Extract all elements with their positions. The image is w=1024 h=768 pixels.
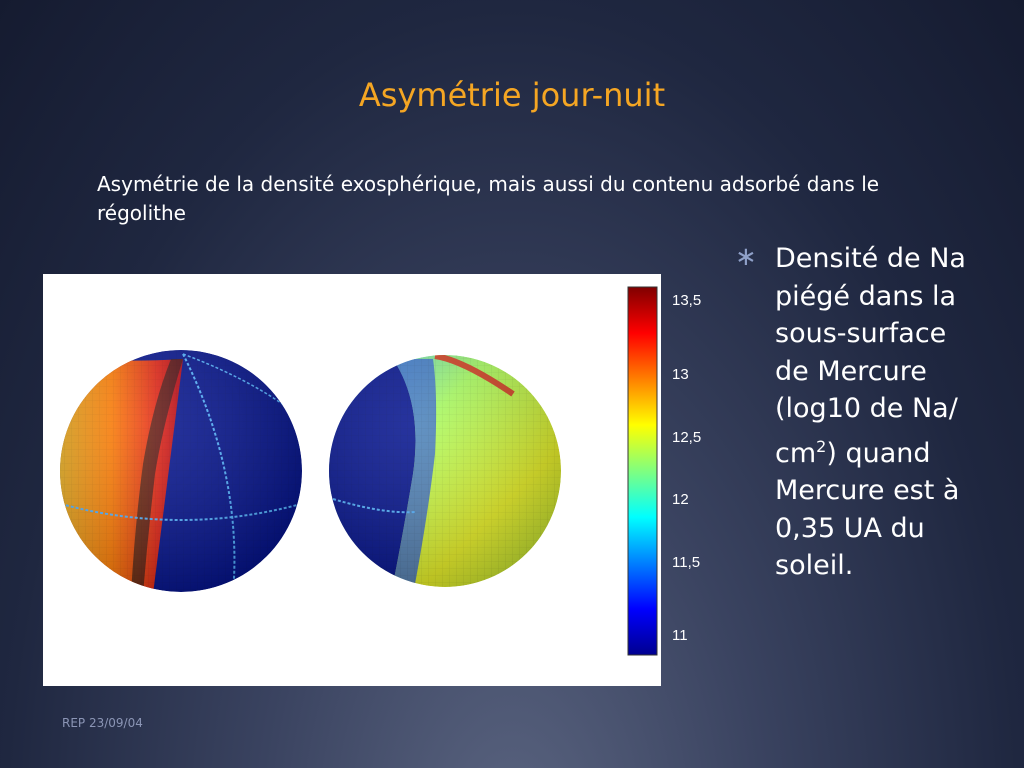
sodium-density-figure xyxy=(43,274,661,686)
slide-subtitle: Asymétrie de la densité exosphérique, mais aussi du contenu adsorbé dans le régolithe xyxy=(97,172,880,225)
colorbar-label: 11,5 xyxy=(672,554,701,571)
colorbar-label: 12 xyxy=(672,491,689,508)
slide-footer: REP 23/09/04 xyxy=(62,716,143,730)
colorbar-label: 13 xyxy=(672,366,689,383)
colorbar-label: 11 xyxy=(672,627,688,644)
colorbar-label: 13,5 xyxy=(672,292,702,309)
globes-image xyxy=(43,274,661,686)
bullet-text xyxy=(775,240,975,585)
colorbar-label: 12,5 xyxy=(672,429,702,446)
bullet-text-main: Densité de Na piégé dans la sous-surface de Mercure (log10 de Na/ cm xyxy=(775,243,966,469)
slide-title: Asymétrie jour-nuit xyxy=(358,76,666,114)
bullet-superscript: 2 xyxy=(816,436,827,456)
asterisk-icon: ∗ xyxy=(735,242,757,272)
colorbar xyxy=(628,287,657,655)
bullet-text-end: ) quand Mercure est à 0,35 UA du soleil. xyxy=(775,437,960,581)
